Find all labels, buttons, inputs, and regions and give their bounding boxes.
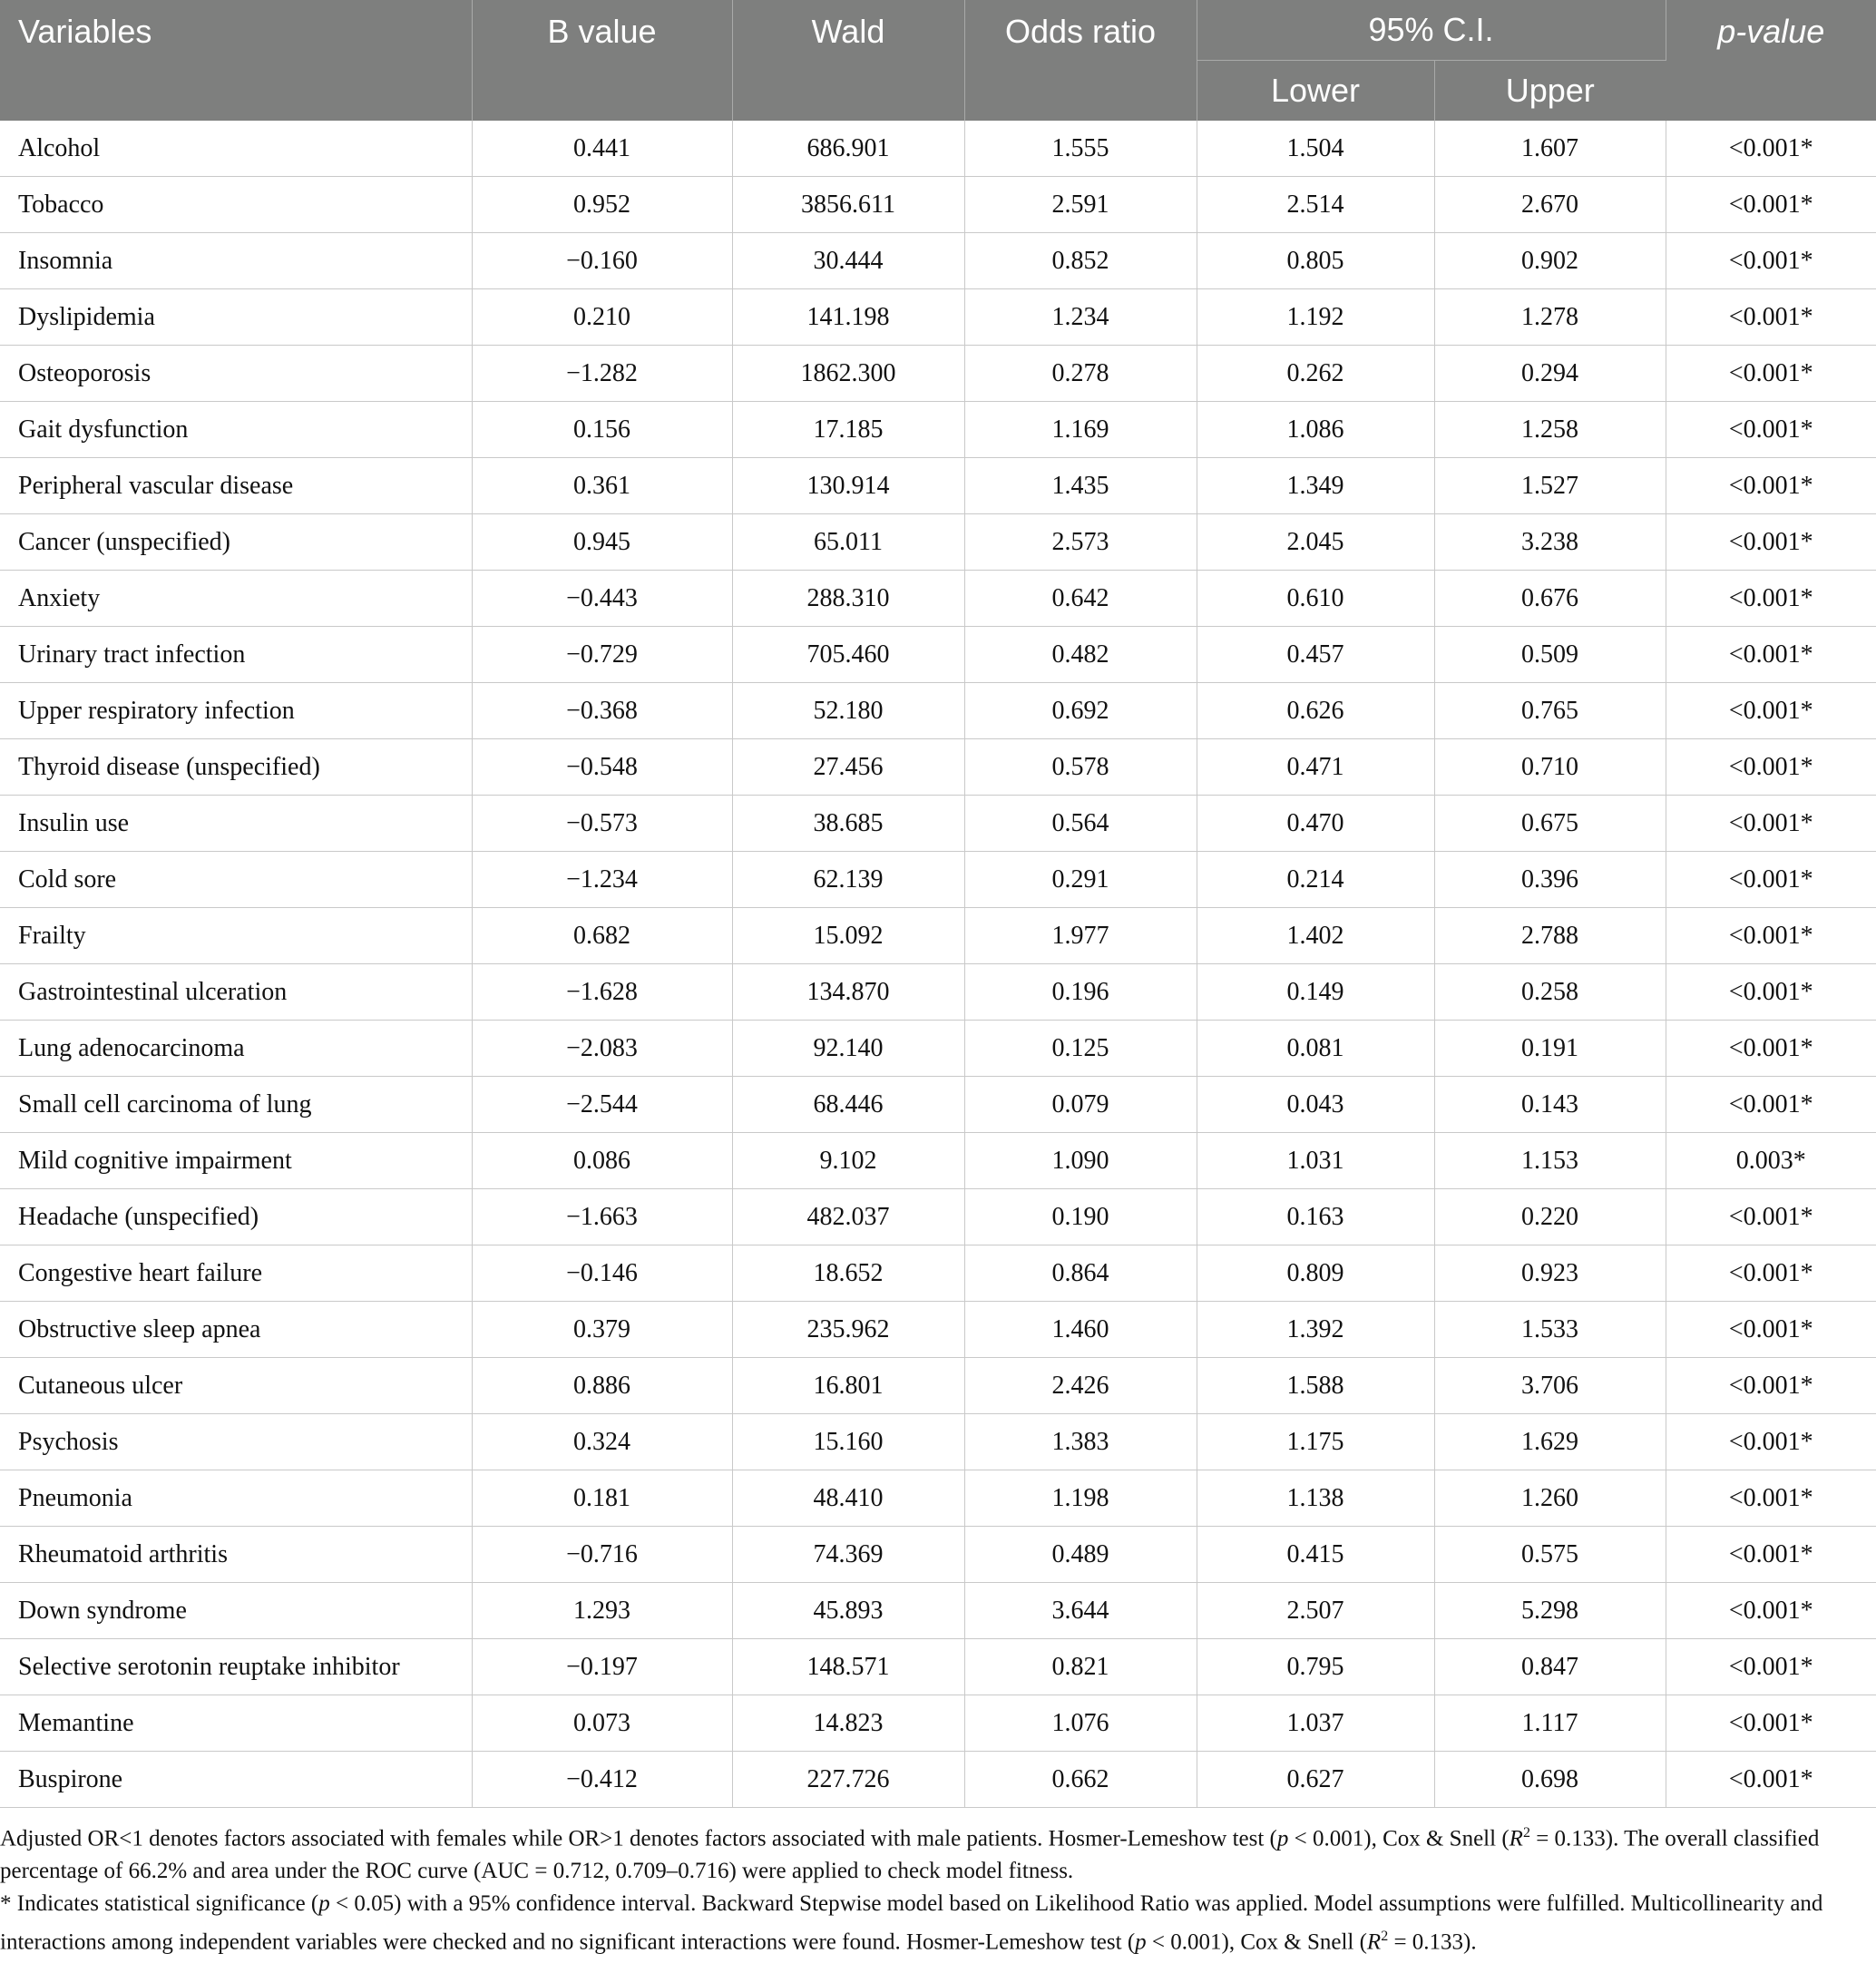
cell-variable: Down syndrome [0, 1583, 472, 1639]
cell-p-value: <0.001* [1666, 1189, 1876, 1245]
cell-p-value: <0.001* [1666, 514, 1876, 571]
cell-wald: 52.180 [732, 683, 964, 739]
cell-variable: Thyroid disease (unspecified) [0, 739, 472, 796]
cell-b-value: −1.628 [472, 964, 732, 1021]
cell-wald: 148.571 [732, 1639, 964, 1695]
cell-odds-ratio: 0.692 [964, 683, 1197, 739]
cell-ci-upper: 1.533 [1434, 1302, 1666, 1358]
cell-wald: 30.444 [732, 233, 964, 289]
footnote-1-text-c: = 0.133). The overall classified percentage of 66.2% and area under the ROC curve (AUC = 0.712, 0.709–0.716) were applied to check model fitness. [0, 1826, 1820, 1884]
header-b-value: B value [472, 0, 732, 121]
cell-b-value: 0.324 [472, 1414, 732, 1470]
header-upper: Upper [1434, 61, 1666, 122]
cell-variable: Rheumatoid arthritis [0, 1527, 472, 1583]
cell-odds-ratio: 0.278 [964, 346, 1197, 402]
cell-variable: Osteoporosis [0, 346, 472, 402]
cell-ci-upper: 5.298 [1434, 1583, 1666, 1639]
cell-b-value: 1.293 [472, 1583, 732, 1639]
cell-ci-lower: 0.809 [1197, 1245, 1434, 1302]
cell-ci-upper: 0.191 [1434, 1021, 1666, 1077]
cell-odds-ratio: 3.644 [964, 1583, 1197, 1639]
cell-ci-upper: 1.260 [1434, 1470, 1666, 1527]
cell-ci-upper: 3.238 [1434, 514, 1666, 571]
cell-p-value: <0.001* [1666, 458, 1876, 514]
cell-b-value: −0.146 [472, 1245, 732, 1302]
cell-odds-ratio: 2.426 [964, 1358, 1197, 1414]
cell-odds-ratio: 1.460 [964, 1302, 1197, 1358]
table-notes [0, 1808, 1876, 1959]
cell-odds-ratio: 0.564 [964, 796, 1197, 852]
table-row [0, 1077, 1876, 1133]
cell-variable: Urinary tract infection [0, 627, 472, 683]
table-row [0, 1639, 1876, 1695]
cell-b-value: 0.379 [472, 1302, 732, 1358]
cell-variable: Headache (unspecified) [0, 1189, 472, 1245]
cell-b-value: 0.682 [472, 908, 732, 964]
cell-variable: Selective serotonin reuptake inhibitor [0, 1639, 472, 1695]
cell-b-value: 0.156 [472, 402, 732, 458]
cell-ci-upper: 1.527 [1434, 458, 1666, 514]
cell-ci-lower: 0.457 [1197, 627, 1434, 683]
cell-ci-upper: 0.294 [1434, 346, 1666, 402]
cell-ci-upper: 3.706 [1434, 1358, 1666, 1414]
cell-ci-lower: 0.149 [1197, 964, 1434, 1021]
table-body [0, 121, 1876, 1808]
cell-odds-ratio: 0.291 [964, 852, 1197, 908]
cell-wald: 686.901 [732, 121, 964, 177]
cell-variable: Dyslipidemia [0, 289, 472, 346]
cell-p-value: <0.001* [1666, 796, 1876, 852]
cell-ci-lower: 1.037 [1197, 1695, 1434, 1752]
cell-b-value: −2.083 [472, 1021, 732, 1077]
table-row [0, 1470, 1876, 1527]
footnote-1 [0, 1817, 1860, 1888]
cell-odds-ratio: 0.821 [964, 1639, 1197, 1695]
table-row [0, 289, 1876, 346]
cell-odds-ratio: 0.196 [964, 964, 1197, 1021]
cell-p-value: <0.001* [1666, 289, 1876, 346]
header-p-value-text: p-value [1717, 13, 1825, 50]
cell-b-value: −1.234 [472, 852, 732, 908]
cell-p-value: <0.001* [1666, 627, 1876, 683]
cell-odds-ratio: 0.662 [964, 1752, 1197, 1808]
cell-variable: Insomnia [0, 233, 472, 289]
cell-ci-lower: 0.610 [1197, 571, 1434, 627]
cell-b-value: −0.548 [472, 739, 732, 796]
table-row [0, 1189, 1876, 1245]
cell-ci-lower: 1.392 [1197, 1302, 1434, 1358]
table-row [0, 458, 1876, 514]
header-p-value [1666, 0, 1876, 121]
cell-ci-upper: 0.765 [1434, 683, 1666, 739]
cell-variable: Insulin use [0, 796, 472, 852]
cell-wald: 62.139 [732, 852, 964, 908]
cell-wald: 38.685 [732, 796, 964, 852]
cell-p-value: <0.001* [1666, 1077, 1876, 1133]
cell-wald: 1862.300 [732, 346, 964, 402]
table-row [0, 964, 1876, 1021]
cell-odds-ratio: 1.383 [964, 1414, 1197, 1470]
cell-variable: Gait dysfunction [0, 402, 472, 458]
footnote-2-text-a: * Indicates statistical significance ( [0, 1891, 319, 1917]
cell-wald: 17.185 [732, 402, 964, 458]
cell-wald: 18.652 [732, 1245, 964, 1302]
cell-ci-lower: 2.507 [1197, 1583, 1434, 1639]
cell-variable: Upper respiratory infection [0, 683, 472, 739]
footnote-2-text-b: < 0.05) with a 95% confidence interval. Backward Stepwise model based on Likelihood Ratio was applied. Model assumptions were fulfilled. Multicollinearity and interactions among independent variables were checked and no significant interactions were found. Hosmer-Lemeshow test ( [0, 1891, 1823, 1955]
cell-ci-lower: 0.795 [1197, 1639, 1434, 1695]
cell-b-value: 0.361 [472, 458, 732, 514]
cell-b-value: 0.086 [472, 1133, 732, 1189]
cell-p-value: <0.001* [1666, 1358, 1876, 1414]
table-header [0, 0, 1876, 121]
cell-ci-lower: 1.086 [1197, 402, 1434, 458]
cell-ci-upper: 0.143 [1434, 1077, 1666, 1133]
cell-ci-lower: 1.349 [1197, 458, 1434, 514]
table-row [0, 1302, 1876, 1358]
cell-variable: Peripheral vascular disease [0, 458, 472, 514]
cell-variable: Cancer (unspecified) [0, 514, 472, 571]
cell-ci-upper: 0.258 [1434, 964, 1666, 1021]
cell-ci-lower: 0.163 [1197, 1189, 1434, 1245]
table-row [0, 683, 1876, 739]
cell-p-value: <0.001* [1666, 346, 1876, 402]
cell-odds-ratio: 0.190 [964, 1189, 1197, 1245]
header-variables: Variables [0, 0, 472, 121]
cell-b-value: 0.886 [472, 1358, 732, 1414]
cell-odds-ratio: 0.642 [964, 571, 1197, 627]
cell-wald: 48.410 [732, 1470, 964, 1527]
cell-ci-upper: 0.675 [1434, 796, 1666, 852]
cell-ci-lower: 0.214 [1197, 852, 1434, 908]
cell-ci-upper: 1.258 [1434, 402, 1666, 458]
cell-p-value: <0.001* [1666, 233, 1876, 289]
cell-variable: Cutaneous ulcer [0, 1358, 472, 1414]
cell-ci-upper: 1.153 [1434, 1133, 1666, 1189]
cell-ci-lower: 2.045 [1197, 514, 1434, 571]
cell-b-value: −0.729 [472, 627, 732, 683]
header-lower: Lower [1197, 61, 1434, 122]
cell-wald: 134.870 [732, 964, 964, 1021]
cell-wald: 15.092 [732, 908, 964, 964]
cell-odds-ratio: 1.234 [964, 289, 1197, 346]
table-row [0, 571, 1876, 627]
cell-ci-upper: 0.676 [1434, 571, 1666, 627]
cell-p-value: <0.001* [1666, 1583, 1876, 1639]
cell-ci-lower: 1.402 [1197, 908, 1434, 964]
cell-ci-upper: 1.607 [1434, 121, 1666, 177]
table-row [0, 1527, 1876, 1583]
cell-ci-lower: 1.588 [1197, 1358, 1434, 1414]
cell-variable: Buspirone [0, 1752, 472, 1808]
cell-wald: 9.102 [732, 1133, 964, 1189]
cell-ci-lower: 0.470 [1197, 796, 1434, 852]
cell-odds-ratio: 1.169 [964, 402, 1197, 458]
cell-odds-ratio: 0.125 [964, 1021, 1197, 1077]
cell-ci-lower: 0.626 [1197, 683, 1434, 739]
cell-p-value: <0.001* [1666, 1021, 1876, 1077]
cell-p-value: 0.003* [1666, 1133, 1876, 1189]
table-row [0, 514, 1876, 571]
cell-variable: Anxiety [0, 571, 472, 627]
cell-b-value: −1.282 [472, 346, 732, 402]
table-row [0, 1021, 1876, 1077]
cell-ci-upper: 1.278 [1434, 289, 1666, 346]
cell-p-value: <0.001* [1666, 1470, 1876, 1527]
table-row [0, 177, 1876, 233]
footnote-1-r: R [1509, 1826, 1523, 1851]
cell-wald: 74.369 [732, 1527, 964, 1583]
cell-p-value: <0.001* [1666, 1695, 1876, 1752]
cell-variable: Alcohol [0, 121, 472, 177]
cell-wald: 482.037 [732, 1189, 964, 1245]
cell-odds-ratio: 0.864 [964, 1245, 1197, 1302]
table-row [0, 1358, 1876, 1414]
cell-ci-upper: 0.575 [1434, 1527, 1666, 1583]
cell-p-value: <0.001* [1666, 739, 1876, 796]
cell-ci-lower: 2.514 [1197, 177, 1434, 233]
cell-odds-ratio: 0.578 [964, 739, 1197, 796]
cell-p-value: <0.001* [1666, 571, 1876, 627]
cell-odds-ratio: 0.079 [964, 1077, 1197, 1133]
cell-ci-lower: 0.805 [1197, 233, 1434, 289]
cell-b-value: 0.945 [472, 514, 732, 571]
cell-wald: 27.456 [732, 739, 964, 796]
cell-ci-upper: 0.698 [1434, 1752, 1666, 1808]
cell-p-value: <0.001* [1666, 683, 1876, 739]
table-row [0, 852, 1876, 908]
cell-ci-lower: 0.627 [1197, 1752, 1434, 1808]
cell-ci-lower: 0.043 [1197, 1077, 1434, 1133]
cell-ci-upper: 0.847 [1434, 1639, 1666, 1695]
cell-b-value: −0.160 [472, 233, 732, 289]
cell-b-value: 0.073 [472, 1695, 732, 1752]
cell-wald: 15.160 [732, 1414, 964, 1470]
cell-b-value: −0.412 [472, 1752, 732, 1808]
cell-wald: 45.893 [732, 1583, 964, 1639]
cell-p-value: <0.001* [1666, 1302, 1876, 1358]
cell-p-value: <0.001* [1666, 1752, 1876, 1808]
cell-ci-upper: 1.117 [1434, 1695, 1666, 1752]
cell-ci-upper: 0.902 [1434, 233, 1666, 289]
cell-variable: Gastrointestinal ulceration [0, 964, 472, 1021]
cell-wald: 235.962 [732, 1302, 964, 1358]
cell-b-value: −0.197 [472, 1639, 732, 1695]
header-ci: 95% C.I. [1197, 0, 1666, 61]
cell-wald: 92.140 [732, 1021, 964, 1077]
cell-ci-lower: 0.081 [1197, 1021, 1434, 1077]
cell-odds-ratio: 1.076 [964, 1695, 1197, 1752]
cell-p-value: <0.001* [1666, 121, 1876, 177]
footnote-2-p2: p [1135, 1929, 1147, 1955]
cell-ci-lower: 0.415 [1197, 1527, 1434, 1583]
table-row [0, 908, 1876, 964]
table-row [0, 1133, 1876, 1189]
table-row [0, 402, 1876, 458]
table-row [0, 739, 1876, 796]
cell-ci-lower: 1.138 [1197, 1470, 1434, 1527]
cell-odds-ratio: 1.555 [964, 121, 1197, 177]
cell-ci-upper: 2.670 [1434, 177, 1666, 233]
table-row [0, 121, 1876, 177]
cell-p-value: <0.001* [1666, 908, 1876, 964]
cell-ci-upper: 2.788 [1434, 908, 1666, 964]
header-odds-ratio: Odds ratio [964, 0, 1197, 121]
footnote-2-text-c: < 0.001), Cox & Snell ( [1146, 1929, 1367, 1955]
cell-odds-ratio: 1.435 [964, 458, 1197, 514]
cell-p-value: <0.001* [1666, 402, 1876, 458]
footnote-2-p: p [318, 1891, 330, 1917]
table-row [0, 1752, 1876, 1808]
cell-p-value: <0.001* [1666, 1527, 1876, 1583]
footnote-1-sup: 2 [1522, 1825, 1530, 1841]
cell-ci-lower: 1.504 [1197, 121, 1434, 177]
cell-p-value: <0.001* [1666, 964, 1876, 1021]
cell-wald: 288.310 [732, 571, 964, 627]
cell-wald: 227.726 [732, 1752, 964, 1808]
cell-ci-upper: 0.923 [1434, 1245, 1666, 1302]
cell-ci-lower: 0.262 [1197, 346, 1434, 402]
table-row [0, 346, 1876, 402]
cell-variable: Pneumonia [0, 1470, 472, 1527]
cell-wald: 16.801 [732, 1358, 964, 1414]
table-row [0, 1245, 1876, 1302]
cell-odds-ratio: 1.977 [964, 908, 1197, 964]
cell-b-value: 0.441 [472, 121, 732, 177]
cell-odds-ratio: 2.573 [964, 514, 1197, 571]
cell-b-value: −0.368 [472, 683, 732, 739]
cell-variable: Frailty [0, 908, 472, 964]
cell-ci-upper: 1.629 [1434, 1414, 1666, 1470]
cell-variable: Lung adenocarcinoma [0, 1021, 472, 1077]
cell-b-value: 0.210 [472, 289, 732, 346]
cell-wald: 3856.611 [732, 177, 964, 233]
table-row [0, 627, 1876, 683]
cell-p-value: <0.001* [1666, 1414, 1876, 1470]
cell-variable: Cold sore [0, 852, 472, 908]
cell-ci-lower: 0.471 [1197, 739, 1434, 796]
table-row [0, 233, 1876, 289]
footnote-2-sup: 2 [1381, 1929, 1389, 1945]
cell-odds-ratio: 0.482 [964, 627, 1197, 683]
cell-wald: 130.914 [732, 458, 964, 514]
footnote-2 [0, 1888, 1860, 1958]
footnote-2-text-d: = 0.133). [1388, 1929, 1477, 1955]
cell-variable: Congestive heart failure [0, 1245, 472, 1302]
header-wald: Wald [732, 0, 964, 121]
cell-wald: 14.823 [732, 1695, 964, 1752]
cell-ci-upper: 0.220 [1434, 1189, 1666, 1245]
cell-p-value: <0.001* [1666, 852, 1876, 908]
cell-variable: Mild cognitive impairment [0, 1133, 472, 1189]
cell-ci-lower: 1.031 [1197, 1133, 1434, 1189]
cell-wald: 65.011 [732, 514, 964, 571]
cell-b-value: 0.181 [472, 1470, 732, 1527]
cell-odds-ratio: 0.852 [964, 233, 1197, 289]
cell-ci-lower: 1.175 [1197, 1414, 1434, 1470]
cell-wald: 68.446 [732, 1077, 964, 1133]
cell-ci-upper: 0.396 [1434, 852, 1666, 908]
cell-variable: Tobacco [0, 177, 472, 233]
cell-p-value: <0.001* [1666, 1639, 1876, 1695]
cell-b-value: −0.573 [472, 796, 732, 852]
cell-odds-ratio: 1.198 [964, 1470, 1197, 1527]
cell-ci-upper: 0.509 [1434, 627, 1666, 683]
cell-variable: Psychosis [0, 1414, 472, 1470]
footnote-1-p: p [1276, 1826, 1289, 1851]
cell-wald: 705.460 [732, 627, 964, 683]
cell-ci-lower: 1.192 [1197, 289, 1434, 346]
cell-b-value: −1.663 [472, 1189, 732, 1245]
cell-b-value: −0.443 [472, 571, 732, 627]
table-row [0, 1414, 1876, 1470]
cell-b-value: −0.716 [472, 1527, 732, 1583]
table-row [0, 1583, 1876, 1639]
cell-b-value: −2.544 [472, 1077, 732, 1133]
cell-b-value: 0.952 [472, 177, 732, 233]
cell-variable: Small cell carcinoma of lung [0, 1077, 472, 1133]
footnote-2-r: R [1366, 1929, 1382, 1955]
footnote-1-text-a: Adjusted OR<1 denotes factors associated with females while OR>1 denotes factors associated with male patients. Hosmer-Lemeshow test ( [0, 1826, 1277, 1851]
cell-odds-ratio: 0.489 [964, 1527, 1197, 1583]
footnote-1-text-b: < 0.001), Cox & Snell ( [1288, 1826, 1510, 1851]
cell-wald: 141.198 [732, 289, 964, 346]
cell-p-value: <0.001* [1666, 1245, 1876, 1302]
table-row [0, 1695, 1876, 1752]
cell-odds-ratio: 2.591 [964, 177, 1197, 233]
cell-odds-ratio: 1.090 [964, 1133, 1197, 1189]
cell-p-value: <0.001* [1666, 177, 1876, 233]
cell-variable: Memantine [0, 1695, 472, 1752]
cell-variable: Obstructive sleep apnea [0, 1302, 472, 1358]
cell-ci-upper: 0.710 [1434, 739, 1666, 796]
table-row [0, 796, 1876, 852]
